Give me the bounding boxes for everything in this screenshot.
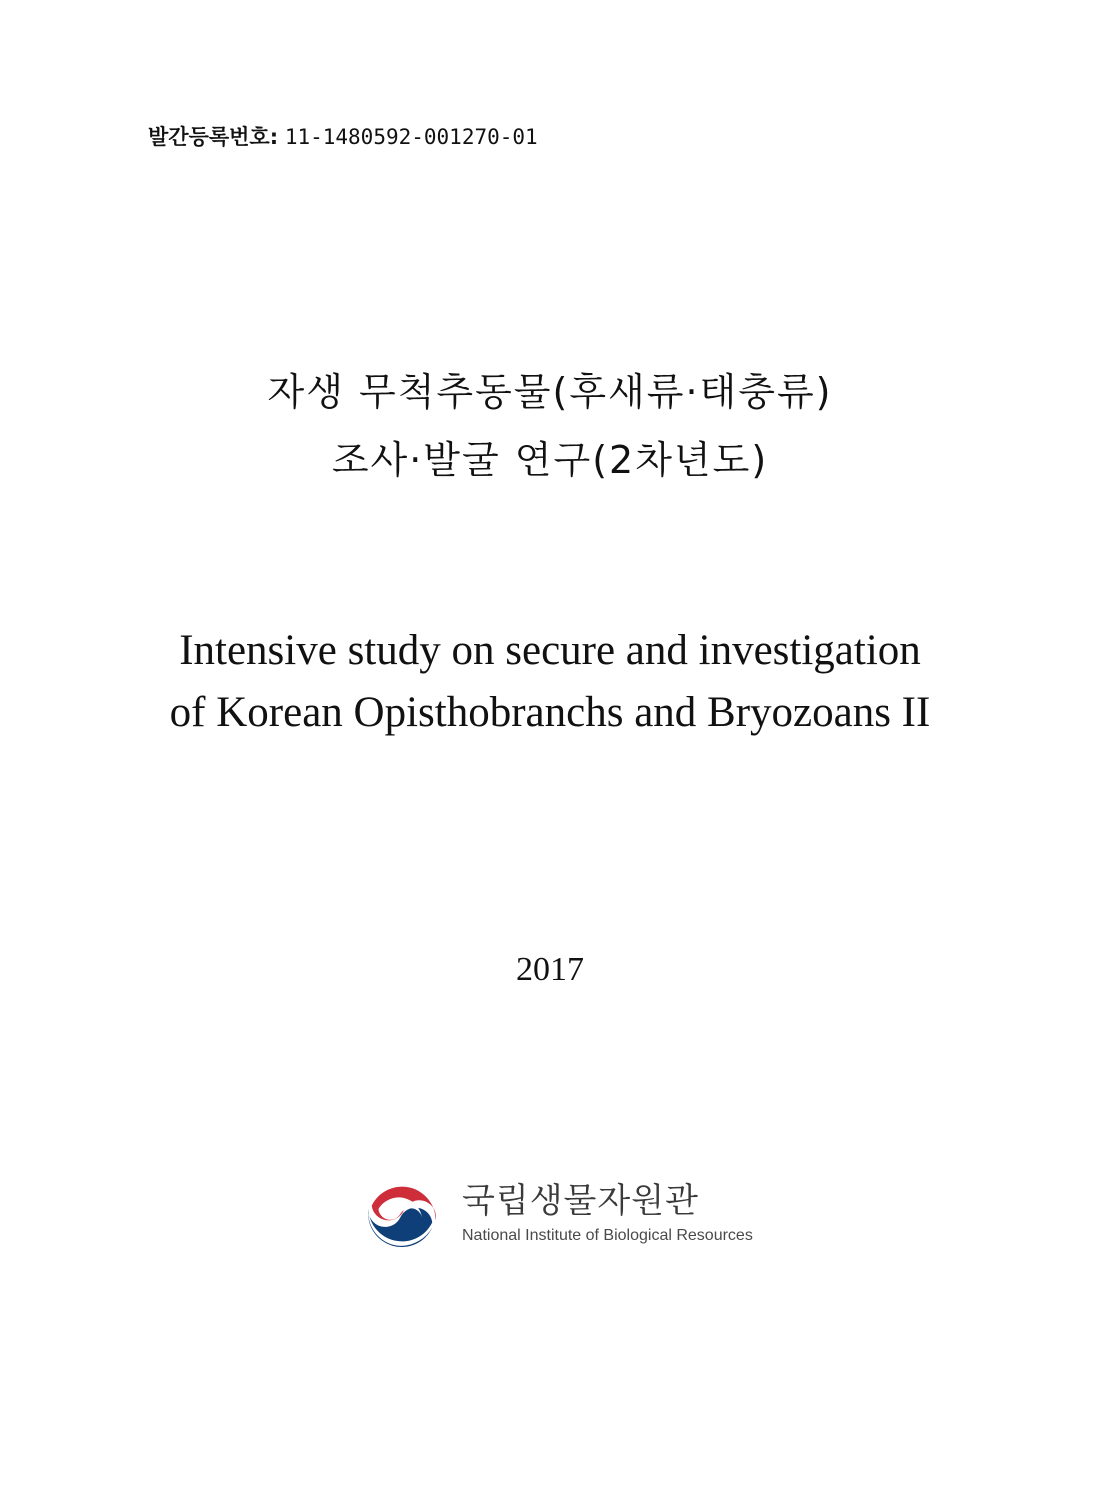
english-title	[0, 620, 1100, 744]
korean-title	[0, 358, 1100, 494]
english-title-line-2: of Korean Opisthobranchs and Bryozoans II	[169, 689, 931, 736]
publisher-logo	[360, 1172, 753, 1256]
publisher-name-en: National Institute of Biological Resources	[462, 1227, 753, 1244]
registration-value: 11-1480592-001270-01	[284, 125, 538, 149]
publisher-name-ko: 국립생물자원관	[462, 1181, 699, 1221]
korean-title-line-2: 조사·발굴 연구(2차년도)	[331, 438, 769, 482]
registration-label: 발간등록번호:	[148, 125, 279, 149]
registration-number	[148, 122, 538, 152]
english-title-line-1: Intensive study on secure and investigation	[179, 627, 921, 674]
korean-title-line-1: 자생 무척추동물(후새류·태충류)	[267, 370, 833, 414]
publication-year: 2017	[516, 951, 584, 988]
taegeuk-emblem-icon	[360, 1172, 444, 1256]
